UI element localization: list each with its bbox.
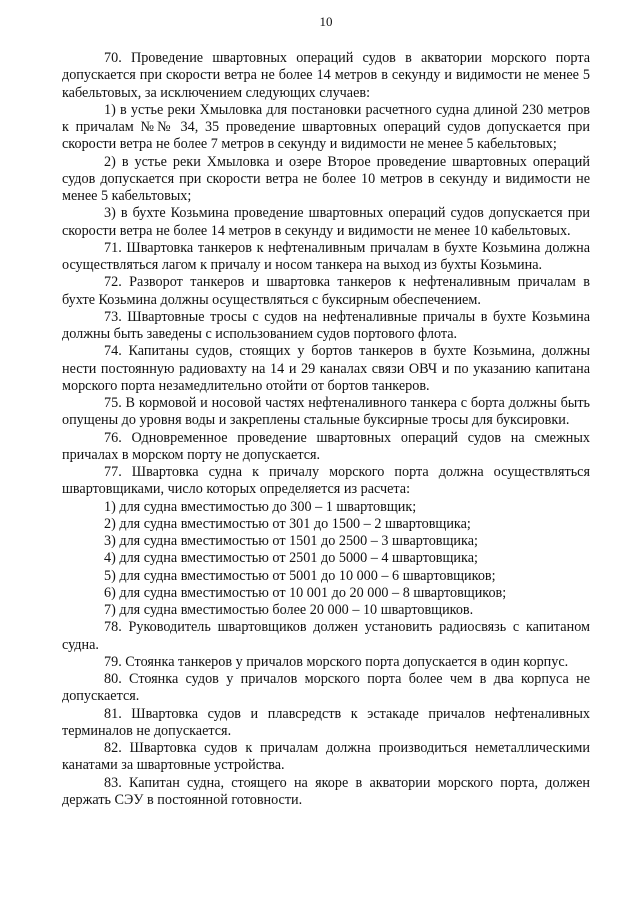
paragraph-82: 82. Швартовка судов к причалам должна производиться неметаллическими канатами за швартовные устройства. xyxy=(62,740,590,774)
paragraph-76: 76. Одновременное проведение швартовных операций судов на смежных причалах в морском порту не допускается. xyxy=(62,429,590,463)
paragraph-70-item-3: 3) в бухте Козьмина проведение швартовных операций судов допускается при скорости ветра не более 14 метров в секунду и видимости не менее 10 кабельтовых. xyxy=(62,205,590,239)
paragraph-77-item-6: 6) для судна вместимостью от 10 001 до 20 000 – 8 швартовщиков; xyxy=(104,584,507,601)
paragraph-79: 79. Стоянка танкеров у причалов морского порта допускается в один корпус. xyxy=(104,653,569,670)
paragraph-70-item-1: 1) в устье реки Хмыловка для постановки расчетного судна длиной 230 метров к причалам №№ 34, 35 проведение швартовных операций судов допускается при скорости ветра не более 7 метров в секунду и видимости не менее 5 кабельтовых; xyxy=(62,101,590,153)
paragraph-73: 73. Швартовные тросы с судов на нефтеналивные причалы в бухте Козьмина должны быть заведены с использованием судов портового флота. xyxy=(62,308,590,342)
paragraph-74: 74. Капитаны судов, стоящих у бортов танкеров в бухте Козьмина, должны нести постоянную радиовахту на 14 и 29 каналах связи ОВЧ и по указанию капитана морского порта незамедлительно отойти от бортов танкеров. xyxy=(62,343,590,394)
paragraph-75: 75. В кормовой и носовой частях нефтеналивного танкера с борта должны быть опущены до уровня воды и закреплены стальные буксирные тросы для буксировки. xyxy=(62,395,590,429)
paragraph-77-item-4: 4) для судна вместимостью от 2501 до 5000 – 4 швартовщика; xyxy=(104,550,478,567)
paragraph-77-item-1: 1) для судна вместимостью до 300 – 1 швартовщик; xyxy=(104,498,417,515)
paragraph-70-item-2: 2) в устье реки Хмыловка и озере Второе проведение швартовных операций судов допускается при скорости ветра не более 10 метров в секунду и видимости не менее 5 кабельтовых; xyxy=(62,153,590,204)
paragraph-77: 77. Швартовка судна к причалу морского порта должна осуществляться швартовщиками, число которых определяется из расчета: xyxy=(62,464,590,498)
paragraph-78: 78. Руководитель швартовщиков должен установить радиосвязь с капитаном судна. xyxy=(62,619,590,653)
paragraph-72: 72. Разворот танкеров и швартовка танкеров к нефтеналивным причалам в бухте Козьмина должны осуществляться с буксирным обеспечением. xyxy=(62,274,590,308)
paragraph-70: 70. Проведение швартовных операций судов в акватории морского порта допускается при скорости ветра не более 14 метров в секунду и видимости не менее 5 кабельтовых, за исключением следующих случаев: xyxy=(62,50,590,101)
paragraph-77-item-7: 7) для судна вместимостью более 20 000 – 10 швартовщиков. xyxy=(104,602,474,618)
paragraph-77-item-3: 3) для судна вместимостью от 1501 до 2500 – 3 швартовщика; xyxy=(104,533,478,549)
document-body xyxy=(62,50,590,809)
paragraph-80: 80. Стоянка судов у причалов морского порта более чем в два корпуса не допускается. xyxy=(62,671,590,705)
paragraph-83: 83. Капитан судна, стоящего на якоре в акватории морского порта, должен держать СЭУ в постоянной готовности. xyxy=(62,774,590,808)
page-number: 10 xyxy=(319,14,333,29)
paragraph-71: 71. Швартовка танкеров к нефтеналивным причалам в бухте Козьмина должна осуществляться лагом к причалу и носом танкера на выход из бухты Козьмина. xyxy=(62,239,590,273)
paragraph-77-item-2: 2) для судна вместимостью от 301 до 1500 – 2 швартовщика; xyxy=(104,515,471,532)
paragraph-81: 81. Швартовка судов и плавсредств к эстакаде причалов нефтеналивных терминалов не допускается. xyxy=(62,705,590,739)
paragraph-77-item-5: 5) для судна вместимостью от 5001 до 10 000 – 6 швартовщиков; xyxy=(104,567,496,584)
